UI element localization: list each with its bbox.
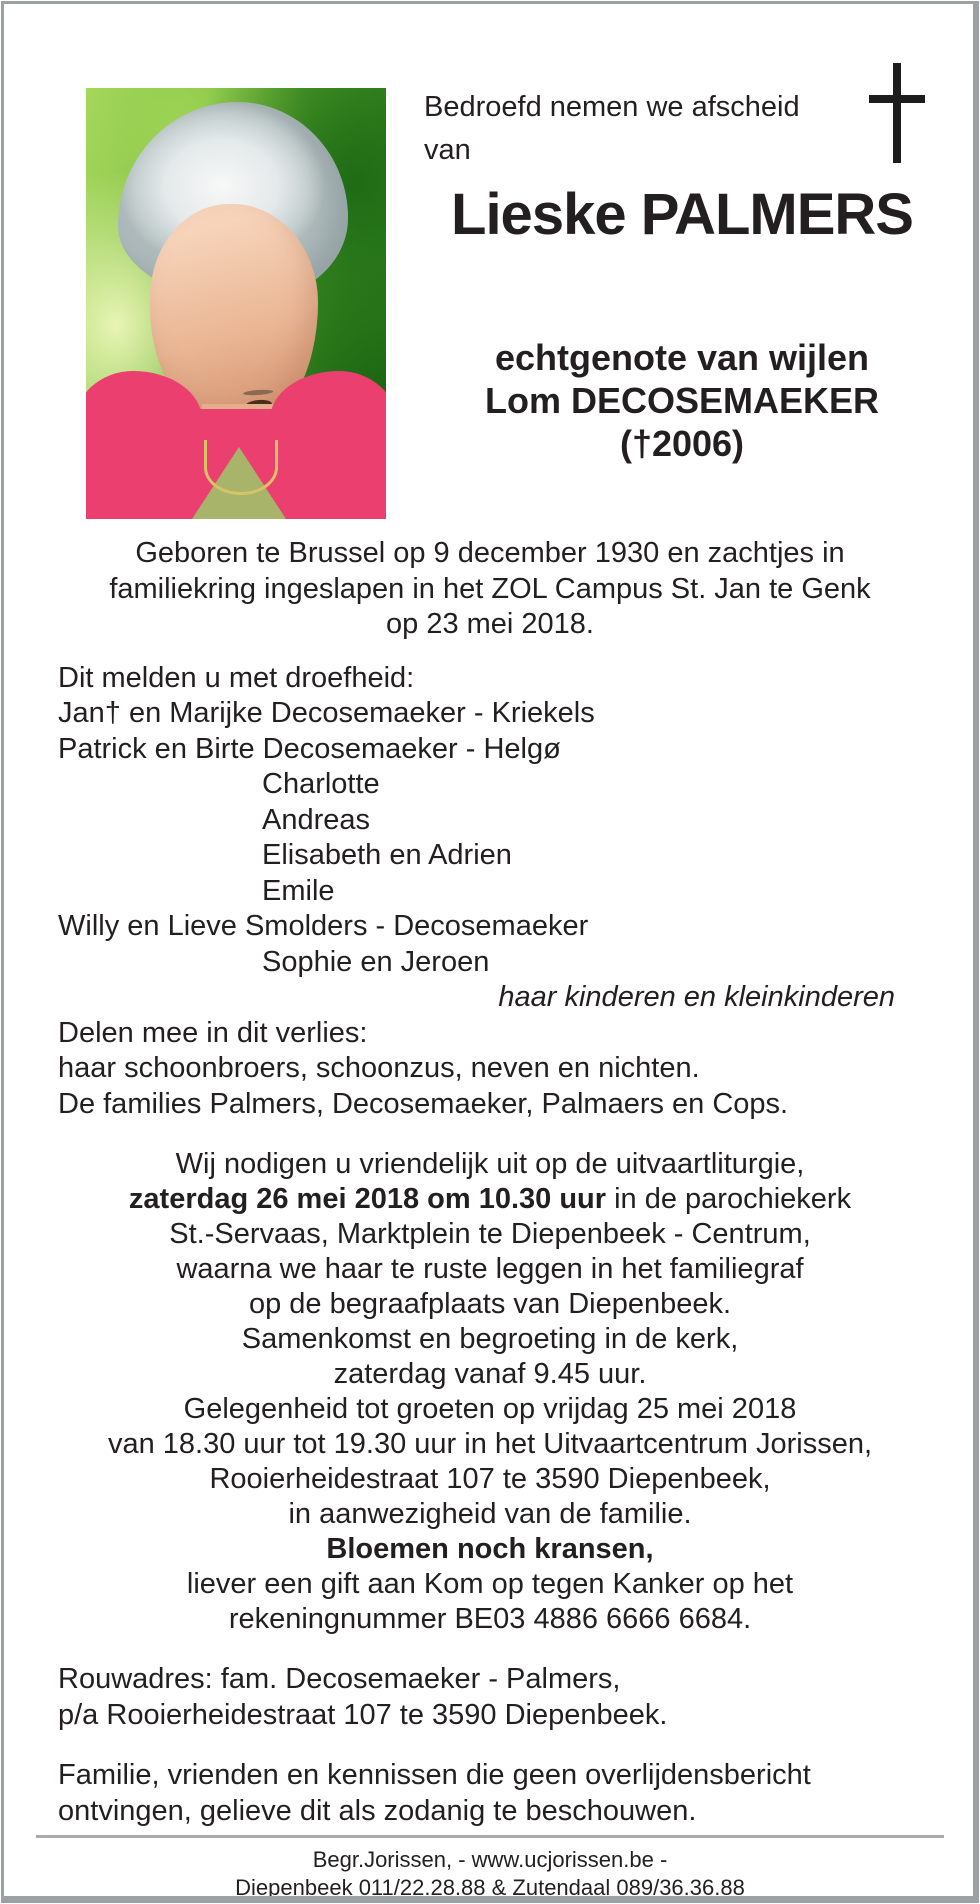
text-line: op 23 mei 2018. [386,608,594,640]
mourning-address-line: p/a Rooierheidestraat 107 te 3590 Diepenbeek. [58,1698,668,1731]
family-closing: haar kinderen en kleinkinderen [498,981,895,1013]
ceremony-line: Gelegenheid tot groeten op vrijdag 25 mei 2018 [183,1393,797,1425]
ceremony-line: van 18.30 uur tot 19.30 uur in het Uitvaartcentrum Jorissen, [107,1428,873,1460]
ceremony-date-bold: zaterdag 26 mei 2018 om 10.30 uur [128,1183,607,1215]
spouse-line: echtgenote van wijlen [494,337,870,378]
intro-text [424,86,800,172]
ceremony-line: waarna we haar te ruste leggen in het familiegraf [176,1253,804,1285]
mourning-address-block [40,1662,940,1733]
cross-horizontal-bar [869,95,925,103]
ceremony-block [40,1147,940,1637]
ceremony-line: St.-Servaas, Marktplein te Diepenbeek - Centrum, [169,1218,811,1250]
family-row: Elisabeth en Adrien [262,839,512,871]
family-row: Sophie en Jeroen [262,945,490,978]
announcement-body [40,536,940,1829]
ceremony-line: zaterdag vanaf 9.45 uur. [333,1358,647,1390]
ceremony-line: liever een gift aan Kom op tegen Kanker op het [186,1568,794,1600]
ceremony-line: rekeningnummer BE03 4886 6666 6684. [228,1603,752,1635]
photo-necklace [204,440,278,495]
loss-line: De families Palmers, Decosemaeker, Palmaers en Cops. [58,1087,789,1120]
spacer [40,1122,940,1147]
mourning-address-line: Rouwadres: fam. Decosemaeker - Palmers, [58,1663,621,1695]
closing-note-line: Familie, vrienden en kennissen die geen overlijdensbericht [58,1759,811,1791]
spacer [40,643,940,661]
spouse-line: (†2006) [619,423,745,464]
cross-vertical-bar [893,63,901,163]
ceremony-line: Wij nodigen u vriendelijk uit op de uitvaartliturgie, [175,1148,805,1180]
spouse-line: Lom DECOSEMAEKER [484,380,880,421]
ceremony-line: op de begraafplaats van Diepenbeek. [248,1288,732,1320]
intro-line: Bedroefd nemen we afscheid [424,91,800,123]
ceremony-line-rest: in de parochiekerk [606,1183,852,1215]
portrait-photo [86,88,386,519]
funeral-home-footer [0,1846,980,1902]
loss-intro: Delen mee in dit verlies: [58,1016,368,1049]
ceremony-line: in aanwezigheid van de familie. [288,1498,692,1530]
loss-block [40,1016,940,1123]
intro-line: van [424,134,471,166]
footer-divider [36,1835,944,1838]
funeral-home-line: Diepenbeek 011/22.28.88 & Zutendaal 089/36.36.88 [235,1875,745,1900]
spouse-info [424,336,940,465]
funeral-home-line: Begr.Jorissen, - www.ucjorissen.be - [312,1847,668,1872]
notify-intro: Dit melden u met droefheid: [58,661,415,694]
family-row: Willy en Lieve Smolders - Decosemaeker [58,910,589,942]
spacer [40,1733,940,1758]
family-row: Andreas [262,803,371,836]
family-row: Patrick en Birte Decosemaeker - Helgø [58,732,561,765]
family-row: Charlotte [262,768,380,800]
ceremony-line: Samenkomst en begroeting in de kerk, [241,1323,739,1355]
closing-note-line: ontvingen, gelieve dit als zodanig te beschouwen. [58,1794,697,1827]
family-list [40,696,940,1016]
closing-note-block [40,1758,940,1829]
text-line: familiekring ingeslapen in het ZOL Campus St. Jan te Genk [109,572,871,605]
birth-death-paragraph [40,536,940,643]
loss-line: haar schoonbroers, schoonzus, neven en nichten. [58,1052,700,1084]
family-row: Emile [262,874,335,907]
ceremony-line [40,1182,940,1217]
deceased-name: Lieske PALMERS [451,182,913,247]
text-line: Geboren te Brussel op 9 december 1930 en zachtjes in [135,537,845,569]
ceremony-line: Rooierheidestraat 107 te 3590 Diepenbeek, [209,1463,771,1495]
spacer [40,1637,940,1662]
family-row: Jan† en Marijke Decosemaeker - Kriekels [58,697,595,729]
flowers-note: Bloemen noch kransen, [326,1533,654,1565]
